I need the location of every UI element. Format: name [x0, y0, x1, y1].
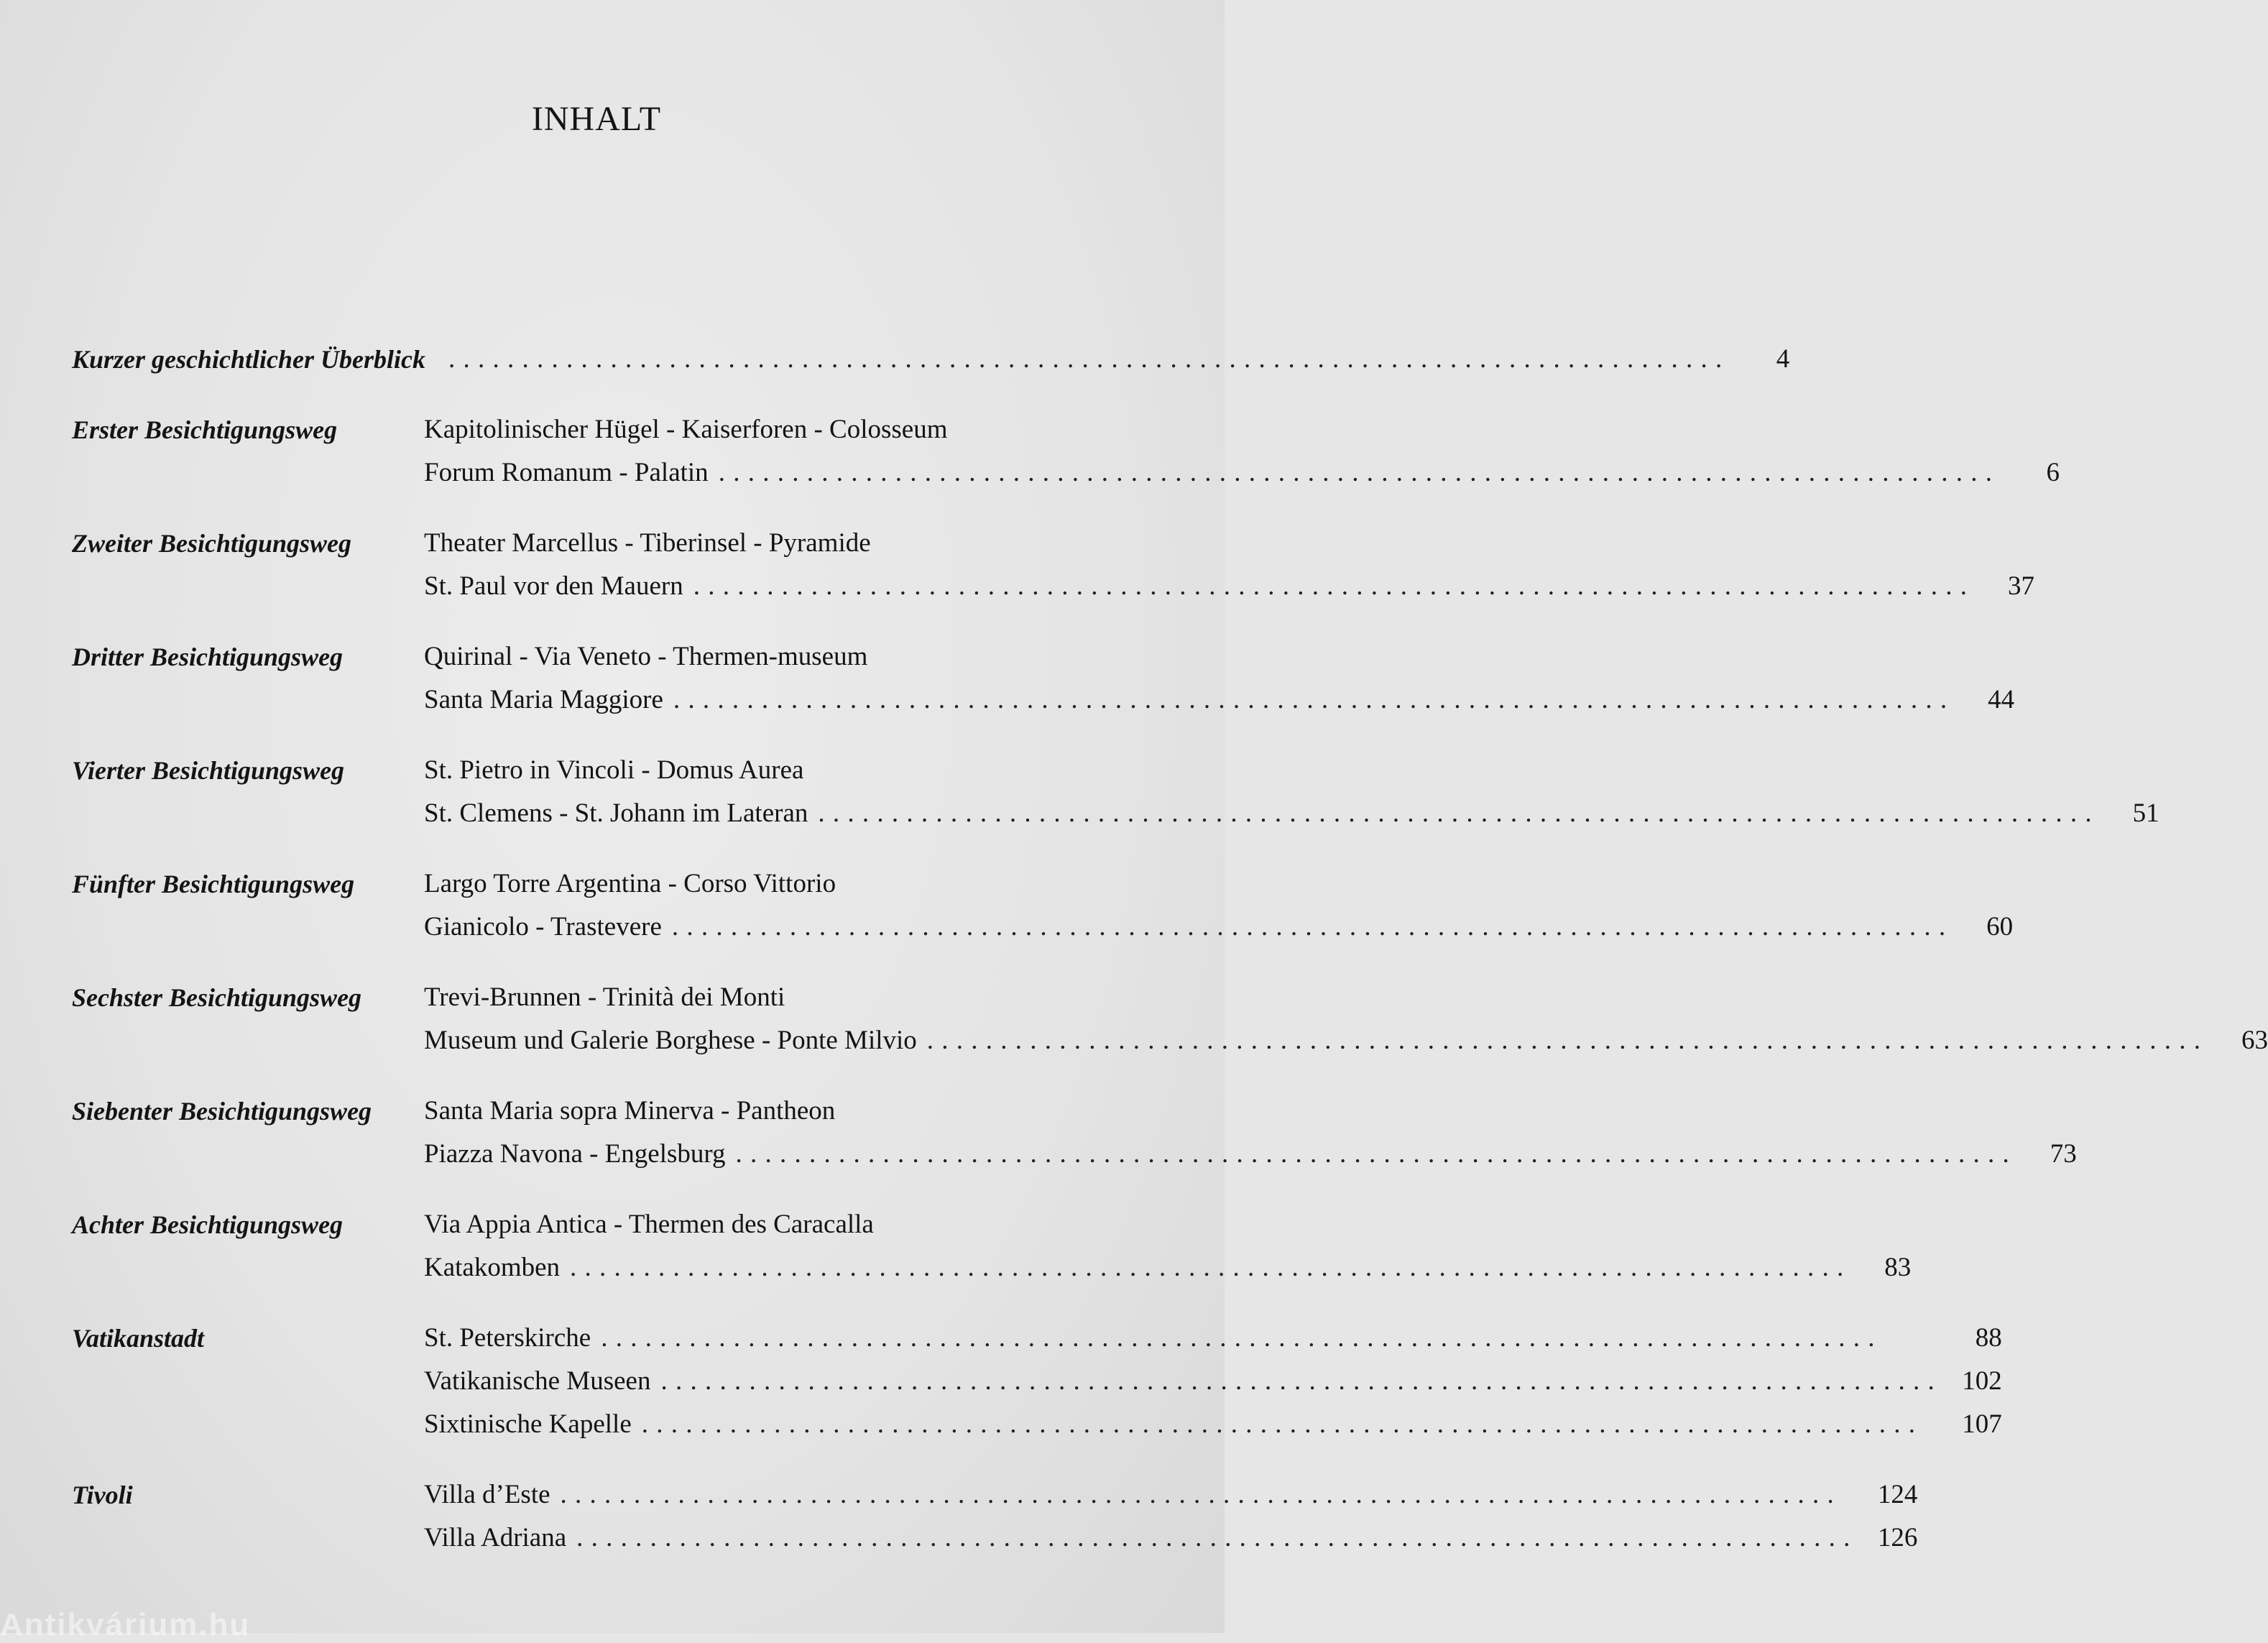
dot-leader	[719, 451, 1992, 494]
toc-line-text: St. Pietro in Vincoli - Domus Aurea	[424, 755, 804, 785]
page-number: 44	[1988, 685, 2015, 714]
toc-line	[424, 451, 2060, 494]
section-title: Erster Besichtigungsweg	[72, 415, 338, 444]
toc-line-text: Theater Marcellus - Tiberinsel - Pyramide	[424, 528, 871, 558]
section-title: Siebenter Besichtigungsweg	[72, 1097, 372, 1126]
toc-line-text: St. Clemens - St. Johann im Lateran	[424, 799, 808, 828]
page-number: 60	[1986, 912, 2014, 942]
toc-line-text: Vatikanische Museen	[424, 1366, 651, 1396]
page-number: 107	[1962, 1409, 2002, 1439]
toc-line-text: Villa d’Este	[424, 1480, 550, 1509]
toc-line	[424, 1246, 1911, 1289]
toc-line-text: St. Paul vor den Mauern	[424, 571, 683, 601]
toc-line-text: Sixtinische Kapelle	[424, 1409, 632, 1439]
page-number: 51	[2132, 799, 2159, 828]
section-title: Kurzer geschichtlicher Überblick	[72, 345, 425, 374]
entry-lines	[424, 408, 2060, 494]
dot-leader	[660, 1360, 1934, 1403]
toc-line-text: Museum und Galerie Borghese - Ponte Milvio	[424, 1026, 917, 1055]
page-title: INHALT	[531, 100, 662, 138]
toc-line-text: Gianicolo - Trastevere	[424, 912, 662, 942]
toc-line-text: Piazza Navona - Engelsburg	[424, 1139, 726, 1169]
toc-line	[424, 976, 2268, 1019]
toc-line	[424, 749, 2159, 792]
toc-line	[424, 408, 2060, 451]
toc-line	[424, 1360, 2002, 1403]
page-number: 124	[1877, 1480, 1918, 1509]
entry-lines	[438, 338, 1789, 381]
toc-line-text: Trevi-Brunnen - Trinità dei Monti	[424, 982, 785, 1012]
toc-line	[424, 635, 2014, 678]
toc-line	[424, 1203, 1911, 1246]
page-number: 4	[1776, 344, 1790, 374]
entry-lines	[424, 749, 2159, 835]
toc-entry	[72, 522, 2034, 608]
toc-line	[424, 862, 2013, 906]
section-title: Tivoli	[72, 1481, 133, 1509]
page-number: 126	[1877, 1523, 1918, 1552]
dot-leader	[693, 565, 1967, 608]
toc-entry	[72, 749, 2159, 835]
toc-line	[424, 522, 2034, 565]
toc-line	[424, 906, 2013, 949]
toc-line	[424, 1019, 2268, 1062]
table-of-contents	[72, 338, 2268, 1560]
entry-lines	[424, 1473, 1917, 1560]
toc-entry	[72, 1090, 2077, 1176]
page-number: 88	[1975, 1323, 2002, 1353]
watermark: Antikvárium.hu	[0, 1607, 251, 1642]
page-number: 73	[2050, 1139, 2077, 1169]
dot-leader	[672, 906, 1945, 949]
dot-leader	[561, 1473, 1850, 1517]
toc-line-text: Santa Maria sopra Minerva - Pantheon	[424, 1096, 836, 1126]
toc-line-text: Santa Maria Maggiore	[424, 685, 663, 714]
toc-entry	[72, 408, 2060, 494]
toc-line-text: Forum Romanum - Palatin	[424, 458, 709, 487]
dot-leader	[818, 792, 2091, 835]
section-title: Vatikanstadt	[72, 1324, 205, 1353]
dot-leader	[736, 1133, 2009, 1176]
section-title: Zweiter Besichtigungsweg	[72, 529, 352, 558]
dot-leader	[448, 338, 1722, 381]
dot-leader	[927, 1019, 2200, 1062]
toc-line-text: Kapitolinischer Hügel - Kaiserforen - Colosseum	[424, 415, 948, 444]
toc-line	[424, 678, 2014, 722]
section-title: Fünfter Besichtigungsweg	[72, 870, 355, 898]
toc-entry	[72, 338, 1790, 381]
toc-line	[424, 1090, 2077, 1133]
entry-lines	[424, 635, 2014, 722]
page-number: 102	[1962, 1366, 2002, 1396]
toc-line-text: Villa Adriana	[424, 1523, 567, 1552]
toc-line	[424, 1403, 2002, 1446]
dot-leader	[576, 1517, 1850, 1560]
toc-entry	[72, 1317, 2002, 1446]
dot-leader	[570, 1246, 1843, 1289]
dot-leader	[673, 678, 1947, 722]
dot-leader	[601, 1317, 1934, 1360]
section-title: Vierter Besichtigungsweg	[72, 756, 345, 785]
entry-lines	[424, 1090, 2077, 1176]
toc-line-text: Quirinal - Via Veneto - Thermen-museum	[424, 642, 868, 671]
toc-line-text: Katakomben	[424, 1253, 561, 1282]
toc-line	[424, 1133, 2077, 1176]
toc-line	[424, 1317, 2002, 1360]
toc-line	[438, 338, 1789, 381]
toc-line	[424, 1517, 1917, 1560]
toc-line-text: Largo Torre Argentina - Corso Vittorio	[424, 869, 836, 898]
toc-line-text: Via Appia Antica - Thermen des Caracalla	[424, 1210, 874, 1239]
page-number: 83	[1884, 1253, 1912, 1282]
toc-entry	[72, 635, 2015, 722]
entry-lines	[424, 522, 2034, 608]
dot-leader	[642, 1403, 1935, 1446]
entry-lines	[424, 862, 2013, 949]
section-title: Dritter Besichtigungsweg	[72, 643, 344, 671]
toc-line	[424, 792, 2159, 835]
toc-line	[424, 1473, 1917, 1517]
toc-entry	[72, 1203, 1912, 1289]
section-title: Achter Besichtigungsweg	[72, 1210, 344, 1239]
toc-entry	[72, 976, 2268, 1062]
toc-entry	[72, 1473, 1918, 1560]
entry-lines	[424, 1203, 1911, 1289]
toc-entry	[72, 862, 2014, 949]
toc-line	[424, 565, 2034, 608]
page-number: 37	[2007, 571, 2034, 601]
page-number: 6	[2046, 458, 2060, 487]
entry-lines	[424, 976, 2268, 1062]
toc-line-text: St. Peterskirche	[424, 1323, 591, 1353]
section-title: Sechster Besichtigungsweg	[72, 983, 362, 1012]
entry-lines	[424, 1317, 2002, 1446]
page-number: 63	[2241, 1026, 2268, 1055]
